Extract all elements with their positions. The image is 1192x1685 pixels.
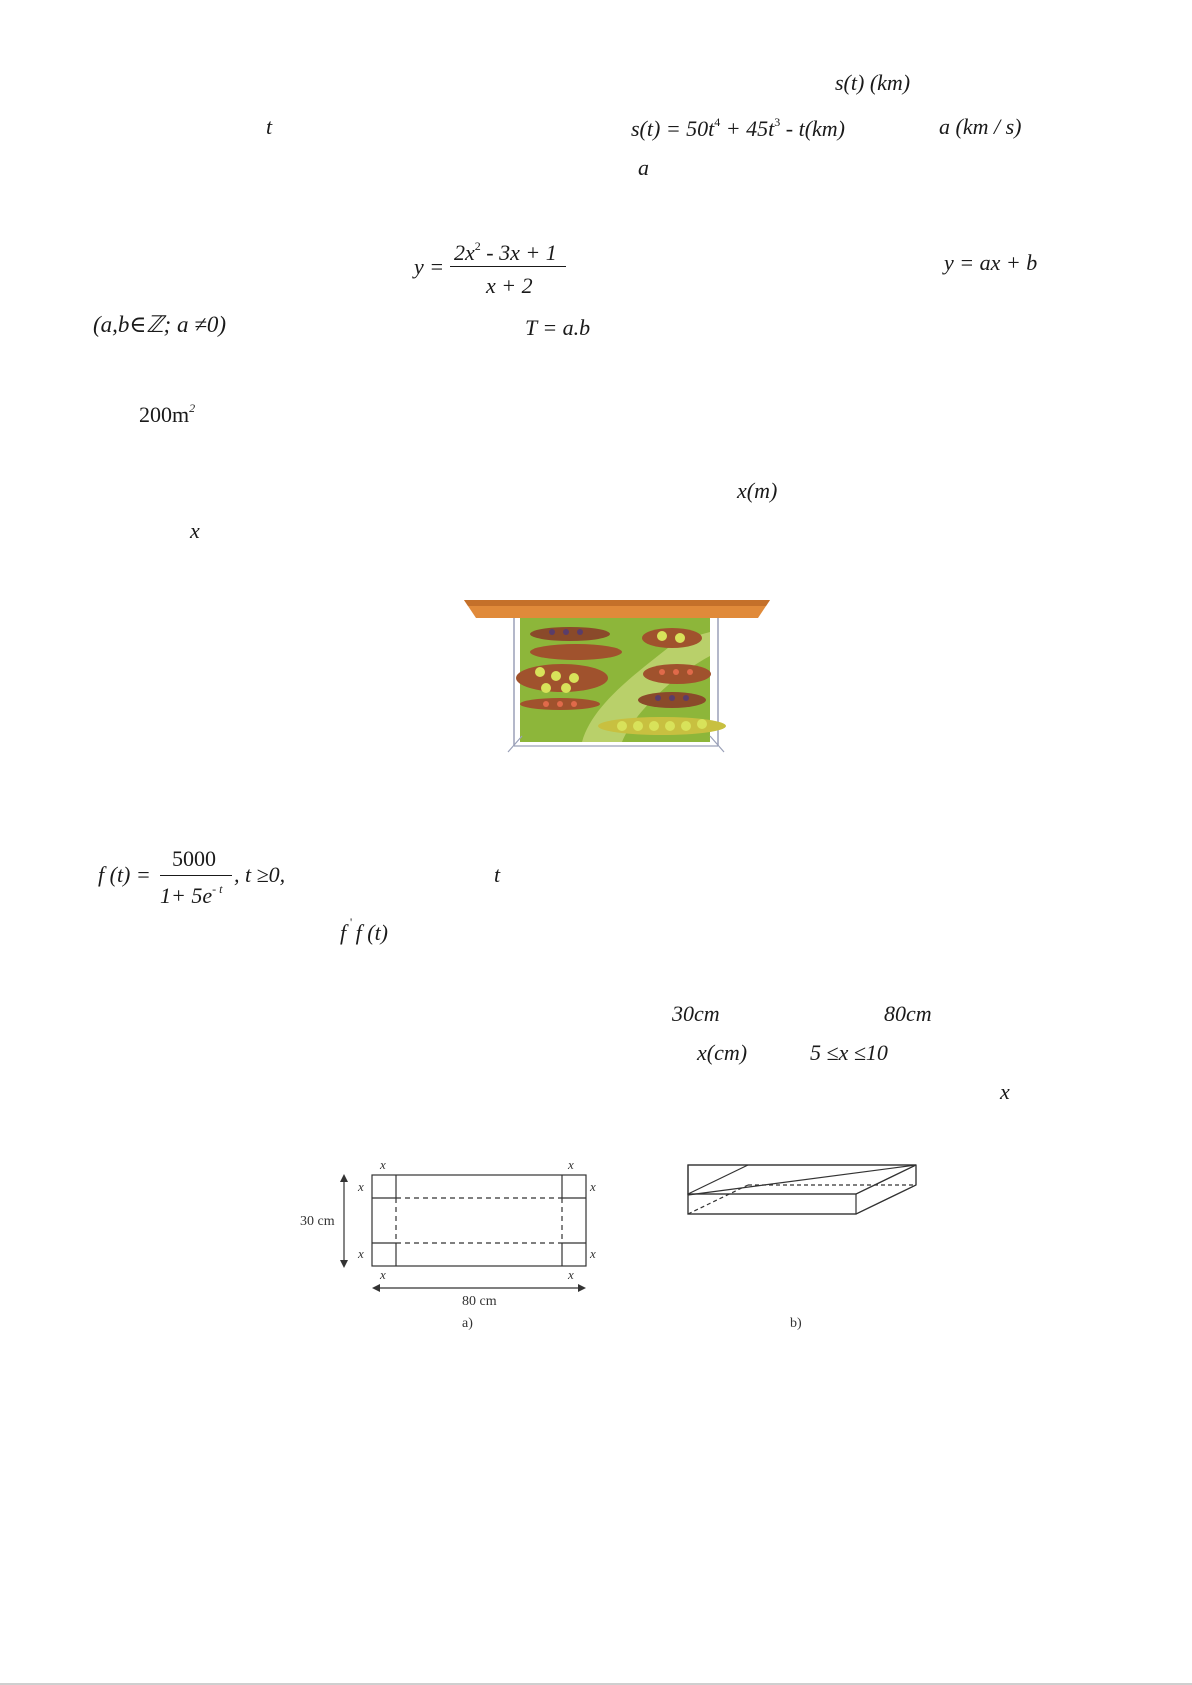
a-variable: a (638, 155, 649, 180)
label-x: x (380, 1157, 386, 1172)
s-unit: s(t) (km) (835, 70, 911, 95)
t-variable: t (266, 114, 273, 139)
caption-a: a) (462, 1316, 473, 1331)
label-x: x (358, 1179, 364, 1194)
x-meters: x(m) (737, 478, 778, 503)
area-value: $200m^2$ (139, 401, 196, 427)
f-denominator: $1+ 5e^{- t}$ (160, 882, 223, 908)
fraction-numerator: $2x^2 - 3x + 1$ (454, 239, 557, 265)
box-figure (290, 1155, 930, 1335)
line-equation: y = ax + b (944, 250, 1038, 275)
integer-condition: (a,b∈ℤ; a ≠0) (93, 312, 227, 337)
label-x: x (568, 1157, 574, 1172)
label-x: x (380, 1267, 386, 1282)
label-30cm: 30 cm (300, 1214, 335, 1229)
fraction-bar (450, 266, 566, 267)
label-x: x (590, 1179, 596, 1194)
garden-illustration (462, 596, 772, 754)
f-fraction-bar (160, 875, 232, 876)
s-formula: $s(t) = 50t^4 + 45t^3 - t(km)$ (631, 115, 846, 141)
T-product: T = a.b (525, 315, 591, 340)
fraction-denominator: x + 2 (486, 273, 533, 298)
width-30cm: 30cm (672, 1001, 720, 1026)
f-prime: f ' f (t) (340, 915, 389, 945)
label-x: x (358, 1246, 364, 1261)
x-range: 5 ≤x ≤10 (810, 1040, 888, 1065)
f-numerator: 5000 (172, 846, 216, 871)
t-variable-q4: t (494, 862, 501, 887)
caption-b: b) (790, 1316, 802, 1331)
label-x: x (590, 1246, 596, 1261)
a-unit: a (km / s) (939, 114, 1022, 139)
f-condition: , t ≥0, (234, 862, 286, 887)
f-lhs: f (t) = (98, 862, 151, 887)
label-80cm: 80 cm (462, 1294, 497, 1309)
x-variable-q5: x (1000, 1079, 1010, 1104)
y-equals: y = (414, 254, 445, 279)
x-variable: x (190, 518, 200, 543)
x-cm: x(cm) (697, 1040, 748, 1065)
label-x: x (568, 1267, 574, 1282)
length-80cm: 80cm (884, 1001, 932, 1026)
